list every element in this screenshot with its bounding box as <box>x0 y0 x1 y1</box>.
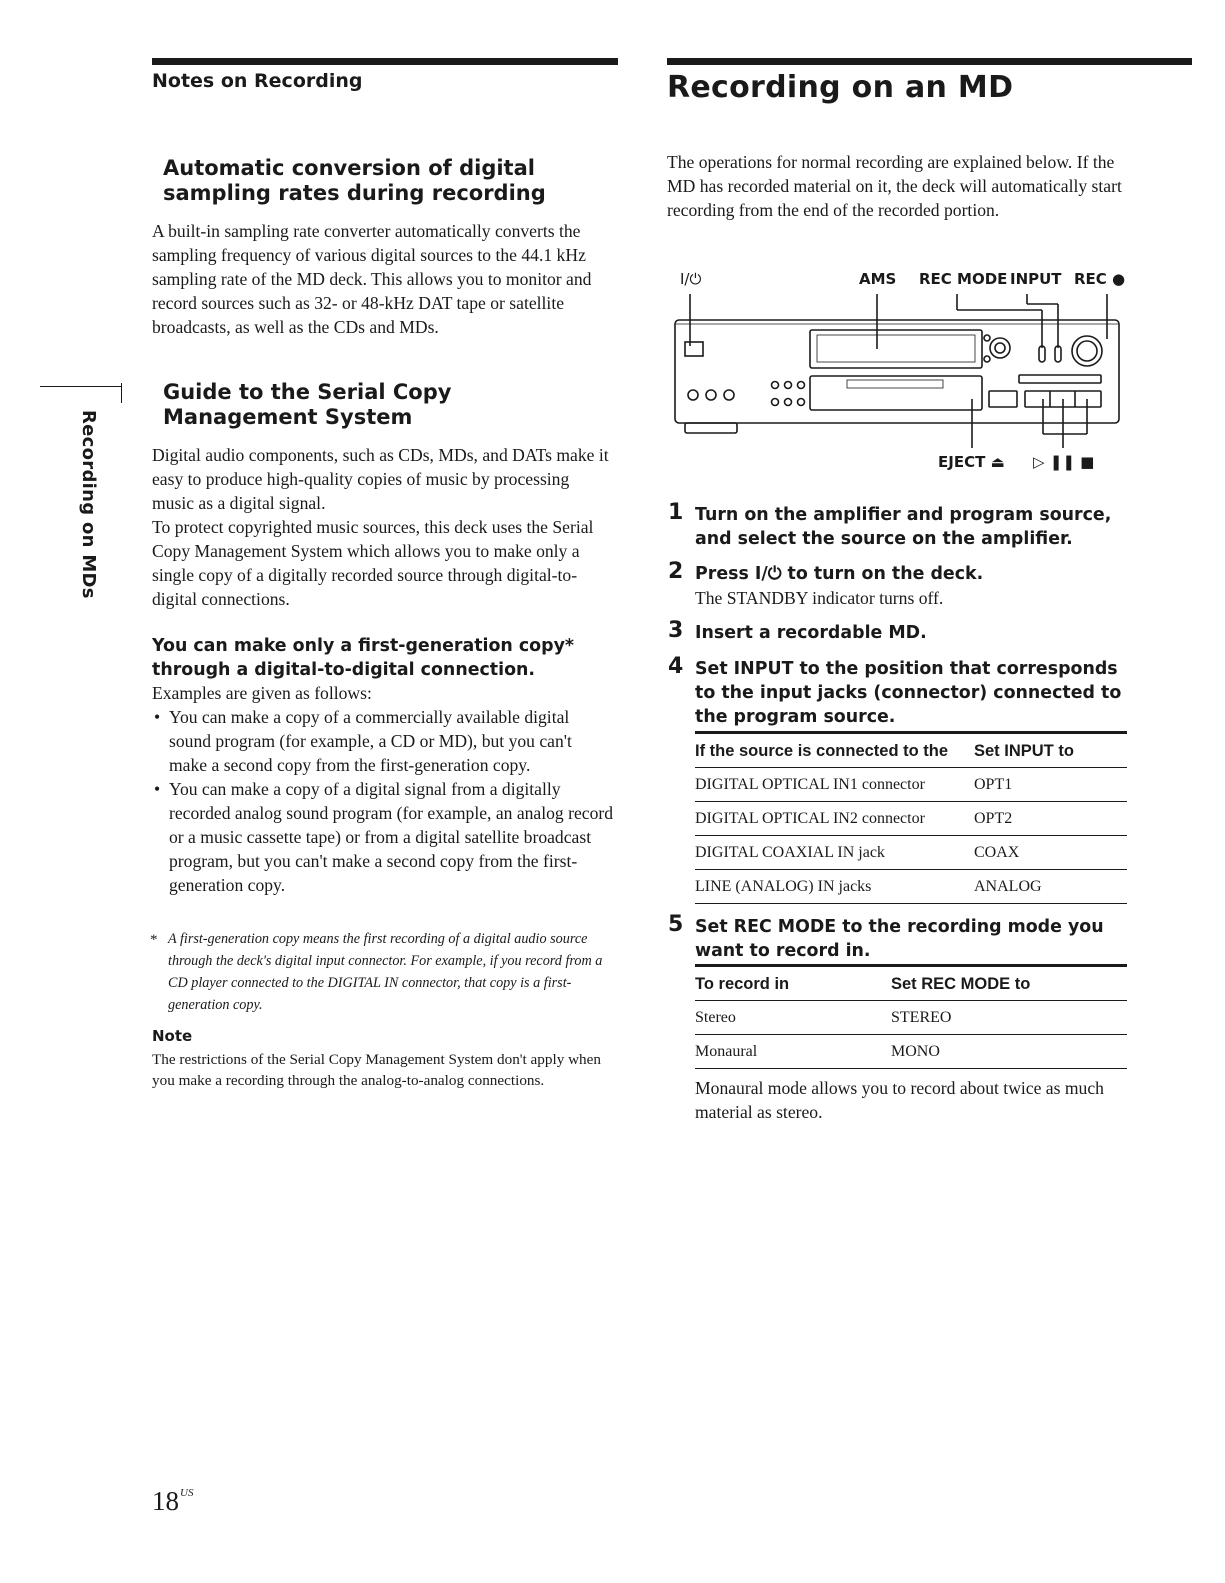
paragraph-examples: Examples are given as follows: <box>152 683 372 703</box>
table-cell: DIGITAL OPTICAL IN2 connector <box>695 802 974 836</box>
side-tab-tick <box>121 383 122 403</box>
table-cell: ANALOG <box>974 870 1127 904</box>
power-label: I/⏻ <box>680 270 702 288</box>
page-number-suffix: US <box>180 1487 194 1499</box>
list-item: • You can make a copy of a digital signal from a digitally recorded analog sound program (for example, an analog record or a music cassette tape) or from a digital satellite broadcast program, but you can't make a second copy from the first-generation copy. <box>152 777 614 897</box>
deck-illustration <box>667 264 1137 482</box>
table-header: Set INPUT to <box>974 733 1127 768</box>
step-5-number: 5 <box>668 912 684 937</box>
table-cell: Stereo <box>695 1001 891 1035</box>
table-cell: OPT2 <box>974 802 1127 836</box>
heading-first-generation: You can make only a first-generation copy* through a digital-to-digital connection. <box>152 636 575 680</box>
table-row <box>695 802 1127 836</box>
mono-note: Monaural mode allows you to record about twice as much material as stereo. <box>695 1078 1104 1122</box>
table-header: Set REC MODE to <box>891 966 1127 1001</box>
step-2-subtext: The STANDBY indicator turns off. <box>695 588 944 608</box>
footnote-text: A first-generation copy means the first recording of a digital audio source through the deck's digital input connector. For example, if you record from a CD player connected to the DIGITAL IN connector, that copy is a first-generation copy. <box>168 931 603 1013</box>
examples-list <box>152 705 614 897</box>
step-4-text: Set INPUT to the position that corresponds to the input jacks (connector) connected to the program source. <box>695 659 1122 727</box>
paragraph-scms-1: Digital audio components, such as CDs, MDs, and DATs make it easy to produce high-quality copies of music by processing music as a digital signal. <box>152 445 609 513</box>
page-number-value: 18 <box>152 1486 179 1516</box>
step-2-text: Press I/⏻ to turn on the deck. <box>695 564 984 584</box>
table-row <box>695 870 1127 904</box>
step-5-text: Set REC MODE to the recording mode you want to record in. <box>695 917 1104 961</box>
step-2-number: 2 <box>668 559 684 584</box>
table-header-row <box>695 733 1127 768</box>
table-header: To record in <box>695 966 891 1001</box>
rec-mode-table <box>695 964 1127 1069</box>
page-number <box>152 1486 193 1517</box>
footnote-mark: * <box>150 932 158 948</box>
eject-label: EJECT ⏏ <box>938 453 1005 471</box>
table-cell: DIGITAL COAXIAL IN jack <box>695 836 974 870</box>
rec-mode-label: REC MODE <box>919 270 1008 288</box>
step-4-number: 4 <box>668 654 684 679</box>
note-heading: Note <box>152 1027 193 1045</box>
table-row <box>695 1001 1127 1035</box>
table-cell: LINE (ANALOG) IN jacks <box>695 870 974 904</box>
intro-paragraph: The operations for normal recording are explained below. If the MD has recorded material on it, the deck will automatically start recording from the end of the recorded portion. <box>667 152 1122 220</box>
table-cell: MONO <box>891 1035 1127 1069</box>
top-rule-right <box>667 58 1192 65</box>
table-row <box>695 768 1127 802</box>
heading-scms: Guide to the Serial Copy Management System <box>163 380 452 429</box>
table-cell: Monaural <box>695 1035 891 1069</box>
table-cell: COAX <box>974 836 1127 870</box>
ams-label: AMS <box>859 270 897 288</box>
table-header-row <box>695 966 1127 1001</box>
side-tab-rule <box>40 386 122 387</box>
step-3-number: 3 <box>668 618 684 643</box>
side-tab-label: Recording on MDs <box>78 410 99 599</box>
side-tab <box>78 410 102 599</box>
note-text: The restrictions of the Serial Copy Management System don't apply when you make a recording through the analog-to-analog connections. <box>152 1051 601 1089</box>
table-cell: OPT1 <box>974 768 1127 802</box>
page-title: Recording on an MD <box>667 70 1014 105</box>
top-rule-left <box>152 58 618 65</box>
list-item: • You can make a copy of a commercially available digital sound program (for example, a CD or MD), but you can't make a second copy from the first-generation copy. <box>152 705 614 777</box>
heading-auto-conversion: Automatic conversion of digital sampling rates during recording <box>163 156 546 205</box>
step-1-text: Turn on the amplifier and program source, and select the source on the amplifier. <box>695 505 1112 549</box>
table-cell: STEREO <box>891 1001 1127 1035</box>
input-table <box>695 731 1127 904</box>
transport-label: ▷ ❚❚ ■ <box>1033 453 1095 471</box>
paragraph-auto-conversion: A built-in sampling rate converter automatically converts the sampling frequency of various digital sources to the 44.1 kHz sampling rate of the MD deck. This allows you to monitor and record sources such as 32- or 48-kHz DAT tape or satellite broadcasts, as well as the CDs and MDs. <box>152 221 592 337</box>
table-row <box>695 1035 1127 1069</box>
table-row <box>695 836 1127 870</box>
paragraph-scms-2: To protect copyrighted music sources, this deck uses the Serial Copy Management System which allows you to make only a single copy of a digitally recorded source through digital-to-digital connections. <box>152 517 594 609</box>
input-label: INPUT <box>1010 270 1062 288</box>
rec-label: REC ● <box>1074 270 1126 288</box>
table-cell: DIGITAL OPTICAL IN1 connector <box>695 768 974 802</box>
deck-diagram <box>667 264 1137 482</box>
step-1-number: 1 <box>668 500 684 525</box>
table-header: If the source is connected to the <box>695 733 974 768</box>
section-label: Notes on Recording <box>152 70 363 92</box>
step-3-text: Insert a recordable MD. <box>695 623 927 643</box>
